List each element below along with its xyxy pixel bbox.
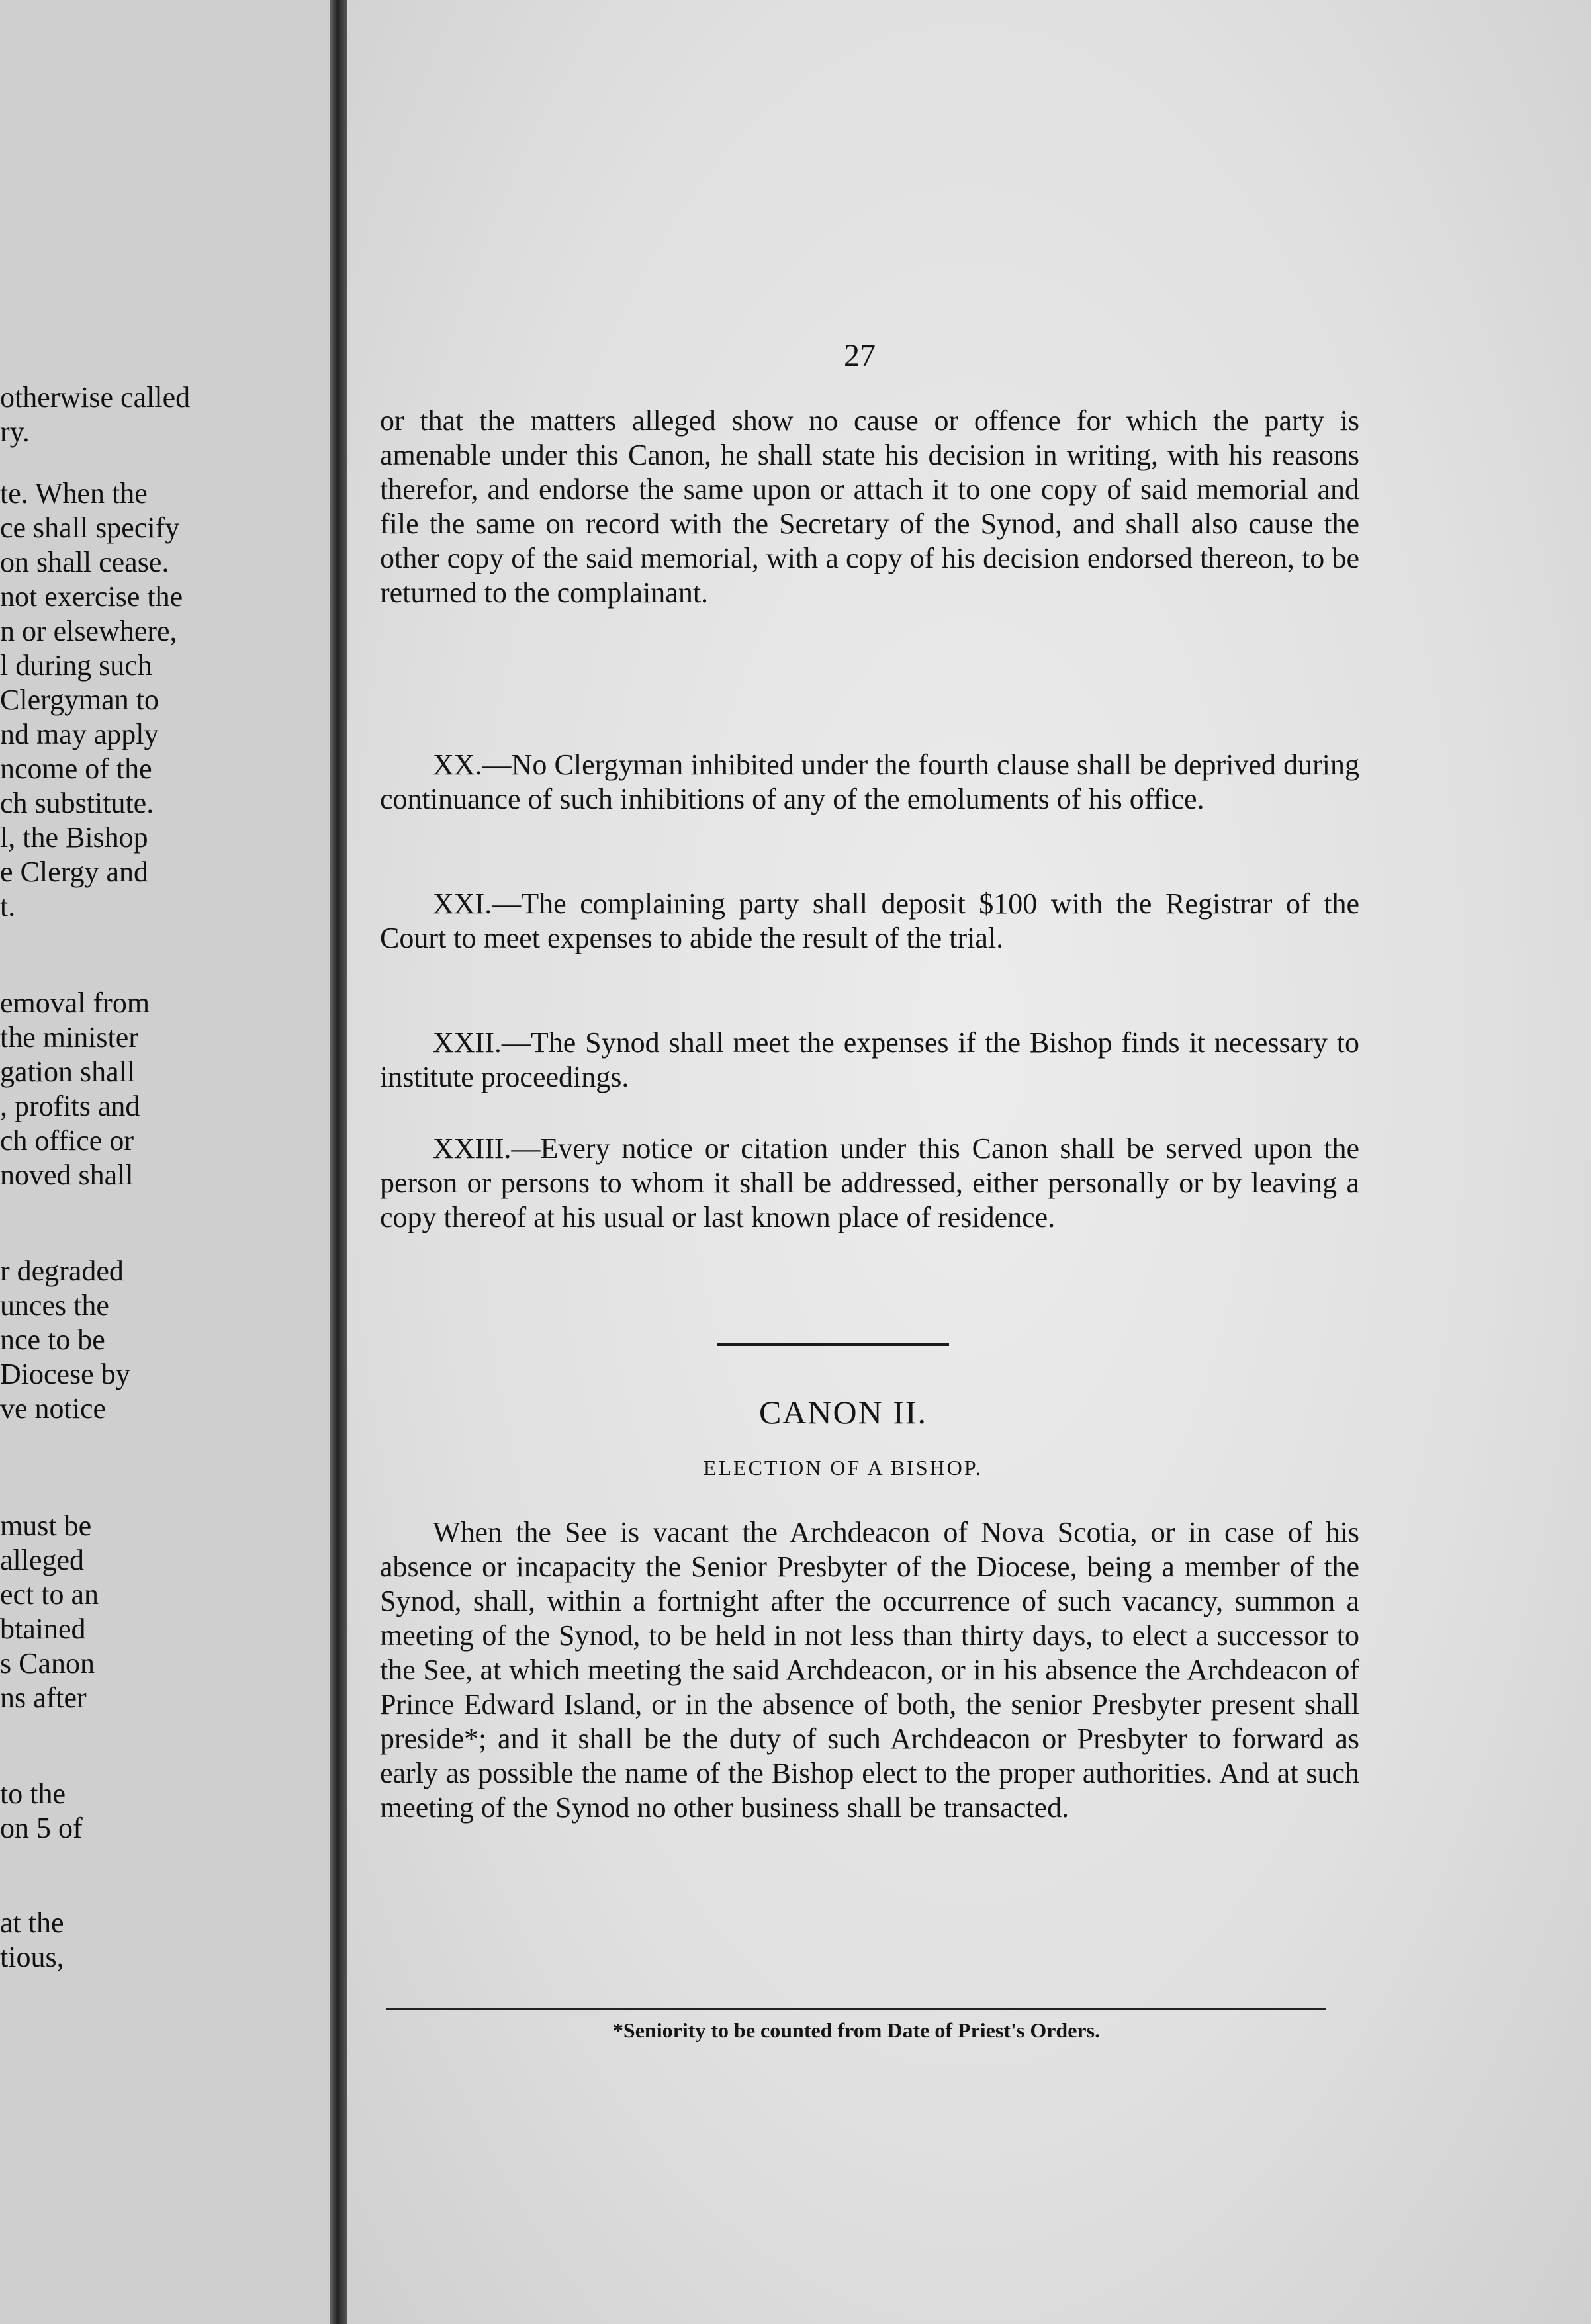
left-fragment: Diocese by [0, 1358, 130, 1390]
left-fragment: nce to be [0, 1323, 105, 1356]
left-fragment: s Canon [0, 1647, 95, 1679]
page-number: 27 [844, 338, 876, 373]
section-xxii: XXII.—The Synod shall meet the expenses if the Bishop finds it necessary to institute proceedings. [380, 1026, 1359, 1093]
continuation-paragraph: or that the matters alleged show no cause or offence for which the party is amenable under this Canon, he shall state his decision in writing, with his reasons therefor, and endorse the same upon or attach it to one copy of said memorial and file the same on record with the Secretary of the Synod, and shall also cause the other copy of the said memorial, with a copy of his decision endorsed thereon, to be returned to the complainant. [380, 404, 1359, 609]
left-fragment: noved shall [0, 1159, 134, 1191]
left-fragment: nd may apply [0, 718, 159, 750]
page-27 [347, 0, 1591, 2324]
section-divider [717, 1343, 949, 1346]
left-fragment: ect to an [0, 1578, 99, 1611]
footnote-rule [386, 2008, 1326, 2010]
left-fragment: alleged [0, 1544, 85, 1576]
left-fragment: ns after [0, 1681, 87, 1714]
left-fragment: t. [0, 890, 16, 922]
left-fragment: otherwise called [0, 381, 191, 414]
book-gutter [330, 0, 347, 2324]
left-fragment: tious, [0, 1941, 64, 1973]
left-fragment: n or elsewhere, [0, 615, 177, 647]
left-fragment: Clergyman to [0, 684, 159, 716]
footnote: *Seniority to be counted from Date of Priest's Orders. [612, 2018, 1101, 2042]
section-xxi: XXI.—The complaining party shall deposit $100 with the Registrar of the Court to meet expenses to abide the result of the trial. [380, 887, 1359, 954]
left-fragment: ch office or [0, 1124, 134, 1157]
left-fragment: l, the Bishop [0, 821, 148, 854]
canon-body: When the See is vacant the Archdeacon of Nova Scotia, or in case of his absence or incapacity the Senior Presbyter of the Diocese, being a member of the Synod, shall, within a fortnight after the occurrence of such vacancy, summon a meeting of the Synod, to be held in not less than thirty days, to elect a successor to the See, at which meeting the said Archdeacon, or in his absence the Archdeacon of Prince Edward Island, or in the absence of both, the senior Presbyter present shall preside*; and it shall be the duty of such Archdeacon or Presbyter to forward as early as possible the name of the Bishop elect to the proper authorities. And at such meeting of the Synod no other business shall be transacted. [380, 1516, 1359, 1824]
left-fragment: gation shall [0, 1055, 136, 1088]
left-page-edge [0, 0, 331, 2324]
left-fragment: ve notice [0, 1392, 107, 1425]
left-fragment: not exercise the [0, 580, 183, 613]
left-fragment: emoval from [0, 987, 150, 1019]
canon-heading: CANON II. [758, 1394, 928, 1431]
left-fragment: te. When the [0, 477, 148, 510]
left-fragment: must be [0, 1509, 92, 1542]
left-fragment: to the [0, 1777, 66, 1810]
left-fragment: ch substitute. [0, 787, 154, 819]
left-fragment: r degraded [0, 1255, 124, 1287]
left-fragment: on shall cease. [0, 546, 169, 578]
section-xxiii: XXIII.—Every notice or citation under this Canon shall be served upon the person or persons to whom it shall be addressed, either personally or by leaving a copy thereof at his usual or last known place of residence. [380, 1132, 1359, 1233]
left-fragment: , profits and [0, 1090, 140, 1122]
canon-subheading: ELECTION OF A BISHOP. [703, 1456, 983, 1480]
left-fragment: on 5 of [0, 1812, 83, 1844]
left-fragment: btained [0, 1613, 86, 1645]
left-fragment: e Clergy and [0, 856, 149, 888]
left-fragment: ry. [0, 416, 30, 448]
left-fragment: ce shall specify [0, 512, 180, 544]
left-fragment: ncome of the [0, 752, 152, 785]
left-fragment: unces the [0, 1289, 109, 1321]
left-fragment: the minister [0, 1021, 138, 1053]
left-fragment: at the [0, 1906, 64, 1939]
section-xx: XX.—No Clergyman inhibited under the fourth clause shall be deprived during continuance of such inhibitions of any of the emoluments of his office. [380, 748, 1359, 815]
left-fragment: l during such [0, 649, 152, 682]
